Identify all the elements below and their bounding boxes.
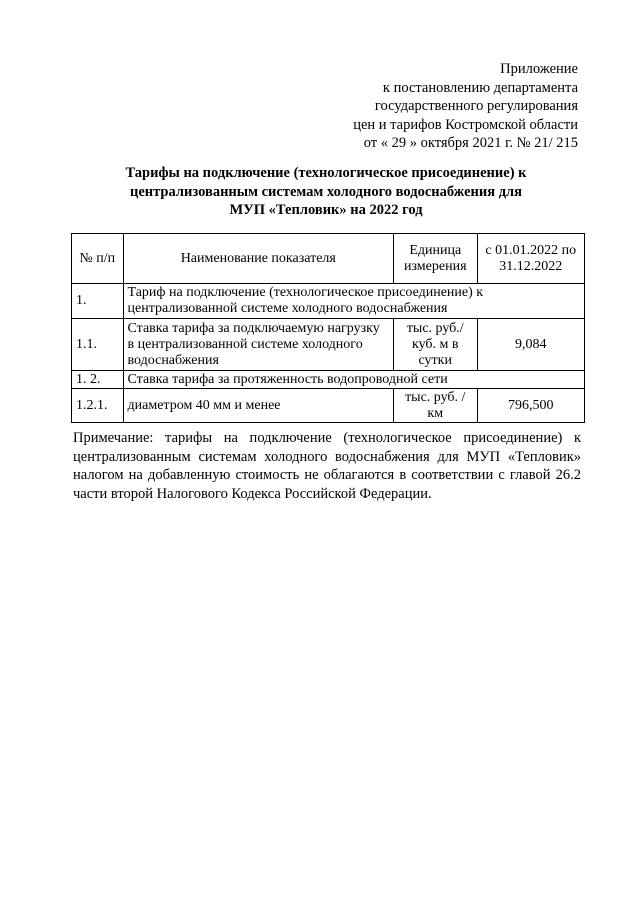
table-row (72, 319, 585, 371)
row-num: 1. 2. (72, 371, 124, 389)
appendix-label: Приложение (500, 61, 578, 77)
row-name: Тариф на подключение (технологическое присоединение) к централизованной системе холодного водоснабжения (123, 284, 584, 319)
title-line-2: централизованным системам холодного водоснабжения для (129, 183, 523, 200)
header-name: Наименование показателя (123, 234, 394, 284)
appendix-reference: к постановлению департамента (382, 79, 578, 96)
row-num: 1.2.1. (72, 389, 124, 423)
appendix-department: государственного регулирования (374, 98, 578, 114)
appendix-region: цен и тарифов Костромской области (353, 116, 578, 133)
tariff-table (71, 233, 585, 423)
row-value: 9,084 (477, 319, 585, 371)
table-header-row (72, 234, 585, 284)
row-name: Ставка тарифа за протяженность водопроводной сети (123, 371, 584, 389)
row-name: Ставка тарифа за подключаемую нагрузку в централизованной системе холодного водоснабжения (123, 319, 394, 371)
row-unit: тыс. руб. /км (394, 389, 477, 423)
row-num: 1. (72, 284, 124, 319)
title-line-1: Тарифы на подключение (технологическое присоединение) к (125, 165, 527, 181)
title-line-3: МУП «Тепловик» на 2022 год (229, 202, 423, 218)
row-value: 796,500 (477, 389, 585, 423)
header-num: № п/п (72, 234, 124, 284)
tax-note: Примечание: тарифы на подключение (технологическое присоединение) к централизованным системам холодного водоснабжения для МУП «Тепловик» налогом на добавленную стоимость не облагаются в соответствии с главой 26.2 части второй Налогового Кодекса Российской Федерации. (73, 430, 581, 502)
row-unit: тыс. руб./ куб. м в сутки (394, 319, 477, 371)
header-period: с 01.01.2022 по 31.12.2022 (477, 234, 585, 284)
table-row (72, 284, 585, 319)
appendix-date-number: от « 29 » октября 2021 г. № 21/ 215 (363, 135, 578, 151)
row-num: 1.1. (72, 319, 124, 371)
table-row (72, 371, 585, 389)
table-row (72, 389, 585, 423)
row-name: диаметром 40 мм и менее (123, 389, 394, 423)
header-unit: Единица измерения (394, 234, 477, 284)
document-title (70, 164, 582, 220)
appendix-header (353, 60, 578, 153)
